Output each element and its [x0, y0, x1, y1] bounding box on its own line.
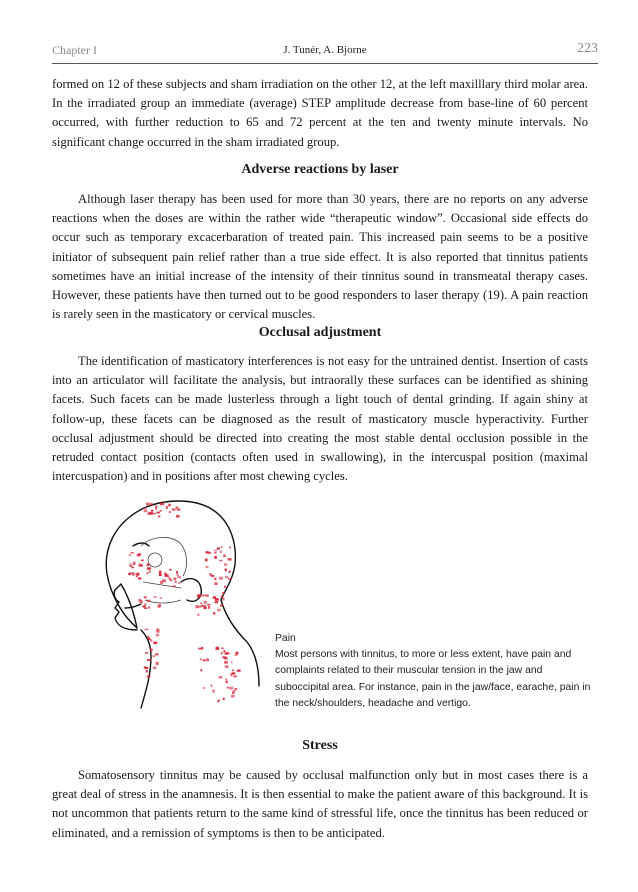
- section-title-adverse: Adverse reactions by laser: [241, 162, 399, 177]
- pain-mark: [215, 601, 219, 604]
- pain-mark: [146, 503, 149, 506]
- pain-mark: [233, 676, 237, 678]
- pain-mark: [177, 508, 181, 510]
- pain-mark: [169, 511, 171, 513]
- pain-mark: [154, 596, 156, 598]
- pain-mark: [219, 577, 223, 580]
- pain-mark: [153, 513, 156, 515]
- pain-mark: [213, 612, 215, 615]
- pain-mark: [149, 570, 151, 573]
- pain-mark: [176, 571, 178, 574]
- pain-mark: [221, 546, 223, 548]
- pain-mark: [136, 575, 138, 577]
- pain-mark: [147, 564, 150, 567]
- pain-mark: [228, 578, 232, 580]
- pain-mark: [204, 601, 207, 604]
- pain-mark: [166, 506, 168, 509]
- pain-mark: [169, 569, 172, 571]
- pain-mark: [146, 572, 148, 574]
- pain-mark: [214, 556, 217, 559]
- intro-paragraph: formed on 12 of these subjects and sham irradiation on the other 12, at the left maxilllary third molar area. In the irradiated group an immediate (average) STEP amplitude decrease from base-line of 60 percent occurred, with further reduction to 65 and 72 percent at the ten and twenty minute intervals. No significant change occurred in the sham irradiated group.: [52, 77, 588, 149]
- figure-caption: [275, 631, 595, 712]
- pain-mark: [223, 698, 225, 700]
- pain-mark: [147, 636, 149, 638]
- pain-mark: [200, 658, 202, 660]
- pain-mark: [136, 573, 140, 575]
- pain-mark: [212, 690, 214, 693]
- pain-mark: [160, 503, 162, 505]
- pain-mark: [217, 547, 220, 550]
- pain-mark: [230, 674, 232, 677]
- pain-mark: [224, 661, 228, 664]
- pain-mark: [200, 603, 202, 605]
- pain-mark: [172, 508, 175, 510]
- pain-area-occipital: [195, 592, 224, 616]
- pain-area-back-head: [205, 546, 232, 588]
- pain-mark: [176, 515, 180, 518]
- pain-mark: [142, 605, 145, 607]
- pain-mark: [155, 662, 158, 665]
- pain-mark: [153, 667, 156, 670]
- pain-mark: [143, 507, 146, 509]
- section-title-occlusal: Occlusal adjustment: [258, 325, 382, 340]
- pain-mark: [234, 688, 237, 690]
- pain-mark: [236, 652, 239, 655]
- caption-text: Most persons with tinnitus, to more or less extent, have pain and complaints related to their muscular tension in the jaw and suboccipital area. For instance, pain in the jaw/face, earache, pain in the neck/shoulders, headache and vertigo.: [275, 649, 591, 709]
- pain-area-shoulder: [198, 647, 240, 703]
- pain-mark: [226, 652, 230, 655]
- pain-mark: [223, 598, 225, 601]
- pain-mark: [214, 578, 216, 581]
- pain-mark: [174, 581, 176, 583]
- pain-mark: [207, 604, 210, 606]
- pain-mark: [138, 577, 141, 579]
- pain-mark: [220, 604, 223, 607]
- pain-mark: [160, 597, 163, 599]
- head-pain-illustration: [85, 496, 260, 711]
- pain-mark: [202, 595, 204, 597]
- pain-mark: [146, 670, 148, 673]
- pain-mark: [140, 601, 144, 603]
- pain-mark: [141, 560, 144, 562]
- pain-mark: [173, 585, 176, 587]
- pain-mark: [223, 554, 226, 557]
- pain-mark: [203, 687, 206, 688]
- pain-mark: [219, 676, 223, 678]
- pain-mark: [225, 569, 227, 572]
- pain-mark: [133, 562, 135, 565]
- pain-mark: [177, 576, 181, 578]
- pain-mark: [201, 605, 203, 607]
- pain-mark: [198, 595, 202, 598]
- pain-mark: [211, 684, 213, 687]
- pain-mark: [130, 572, 134, 573]
- pain-mark: [225, 576, 228, 578]
- pain-mark: [226, 681, 228, 684]
- pain-mark: [201, 647, 203, 650]
- pain-mark: [162, 502, 165, 504]
- page-number: 223: [577, 41, 598, 56]
- pain-mark: [158, 604, 161, 607]
- pain-mark: [177, 574, 179, 576]
- pain-mark: [231, 661, 233, 663]
- pain-mark: [203, 605, 206, 608]
- pain-mark: [224, 563, 227, 566]
- pain-mark: [176, 507, 179, 509]
- pain-mark: [220, 551, 222, 553]
- pain-mark: [144, 596, 147, 599]
- pain-mark: [229, 571, 231, 573]
- pain-mark: [199, 606, 201, 608]
- pain-mark: [129, 565, 132, 566]
- chapter-label: Chapter I: [52, 43, 97, 57]
- authors-label: J. Tunér, A. Bjorne: [283, 44, 367, 56]
- pain-mark: [139, 564, 141, 567]
- pain-mark: [205, 559, 208, 562]
- pain-mark: [214, 552, 217, 554]
- pain-area-temple: [128, 552, 151, 580]
- pain-mark: [147, 568, 149, 570]
- pain-mark: [206, 595, 209, 597]
- pain-mark: [159, 571, 162, 574]
- pain-mark: [160, 581, 163, 584]
- pain-mark: [225, 678, 227, 680]
- pain-mark: [150, 639, 152, 642]
- pain-mark: [148, 638, 151, 640]
- pain-mark: [151, 514, 153, 516]
- pain-mark: [195, 605, 199, 608]
- pain-mark: [144, 510, 148, 513]
- pain-mark: [214, 550, 217, 552]
- pain-mark: [156, 512, 159, 514]
- pain-mark: [178, 582, 181, 584]
- pain-mark: [159, 574, 162, 577]
- pain-mark: [222, 592, 224, 594]
- pain-mark: [216, 647, 218, 650]
- pain-mark: [156, 634, 159, 637]
- pain-mark: [129, 554, 131, 556]
- pain-mark: [170, 580, 173, 582]
- section-title-stress: Stress: [302, 738, 338, 753]
- pain-mark: [227, 687, 229, 689]
- pain-mark: [147, 659, 149, 660]
- pain-mark: [129, 563, 131, 565]
- pain-mark: [233, 690, 235, 692]
- pain-mark: [232, 670, 234, 672]
- pain-mark: [218, 700, 220, 702]
- pain-mark: [225, 665, 229, 668]
- pain-mark: [214, 582, 217, 585]
- pain-mark: [164, 572, 167, 574]
- pain-mark: [173, 578, 176, 580]
- pain-mark: [206, 658, 209, 661]
- pain-mark: [229, 547, 231, 549]
- pain-mark: [228, 558, 232, 561]
- pain-mark: [206, 566, 209, 568]
- pain-mark: [155, 505, 158, 508]
- pain-mark: [203, 659, 206, 661]
- pain-mark: [224, 657, 228, 659]
- pain-mark: [229, 687, 233, 690]
- pain-mark: [151, 510, 154, 512]
- pain-mark: [200, 669, 202, 671]
- running-header: [52, 41, 598, 64]
- pain-mark: [205, 551, 208, 553]
- pain-mark: [221, 652, 223, 655]
- pain-mark: [168, 576, 170, 578]
- pain-mark: [160, 510, 162, 512]
- pain-mark: [145, 629, 149, 630]
- pain-mark: [221, 596, 223, 598]
- pain-mark: [131, 552, 134, 554]
- pain-mark: [217, 609, 221, 612]
- pain-mark: [145, 652, 148, 654]
- pain-area-cheek: [159, 569, 181, 587]
- pain-mark: [157, 628, 160, 630]
- pain-mark: [209, 573, 212, 576]
- pain-mark: [149, 503, 153, 506]
- pain-mark: [215, 598, 219, 600]
- pain-mark: [148, 606, 150, 608]
- pain-mark: [155, 653, 159, 655]
- pain-mark: [219, 560, 222, 562]
- pain-mark: [158, 515, 160, 517]
- pain-mark: [237, 670, 241, 672]
- pain-mark: [231, 695, 235, 698]
- pain-mark: [153, 655, 155, 657]
- pain-mark: [144, 666, 147, 668]
- section-body-occlusal: The identification of masticatory interferences is not easy for the untrained dentist. Insertion of casts into an articulator will facilitate the analysis, but intraorally these surfaces can be identified as shining facets. Such facets can be made lusterless through a light touch of dental grinding. If again shiny at follow-up, these facets can be diagnosed as the result of masticatory muscle hyperactivity. Further occlusal adjustment should be directed into creating the most stable dental occlusion possible in the retruded contact position (contacts often used in swallowing), in the intercuspal position (maximal intercuspation) and in positions after most chewing cycles.: [52, 354, 588, 484]
- pain-mark: [168, 504, 170, 507]
- section-body-stress: Somatosensory tinnitus may be caused by occlusal malfunction only but in most cases there is a great deal of stress in the anamnesis. It is then essential to make the patient aware of this background. It is not uncommon that patients return to the same kind of stressful life, once the tinnitus has been reduced or eliminated, and a remission of symptoms is then to be anticipated.: [52, 768, 588, 840]
- pain-mark: [223, 650, 225, 652]
- pain-mark: [208, 606, 210, 609]
- pain-mark: [209, 552, 211, 554]
- pain-mark: [147, 676, 150, 678]
- pain-mark: [197, 613, 199, 616]
- pain-area-scalp-top: [143, 502, 180, 517]
- caption-title: Pain: [275, 633, 296, 644]
- pain-mark: [221, 648, 224, 650]
- pain-mark: [224, 586, 226, 588]
- pain-mark: [153, 642, 157, 644]
- pain-mark: [131, 567, 134, 568]
- pain-mark: [150, 649, 153, 652]
- pain-mark: [147, 600, 151, 602]
- pain-mark: [138, 553, 141, 555]
- section-body-adverse: Although laser therapy has been used for more than 30 years, there are no reports on any adverse reactions when the doses are within the rather wide “therapeutic window”. Occasional side effects do occur such as temporary excacerbaration of treated pain. This increased pain seems to be a positive initiator of subsequent pain relief rather than a true side effect. It is also reported that tinnitus patients sometimes have an initial increase of the intensity of their tinnitus sound in transmeatal therapy cases. However, these patients have then turned out to be good responders to laser therapy (19). A pain reaction is rarely seen in the masticatory or cervical muscles.: [52, 192, 588, 322]
